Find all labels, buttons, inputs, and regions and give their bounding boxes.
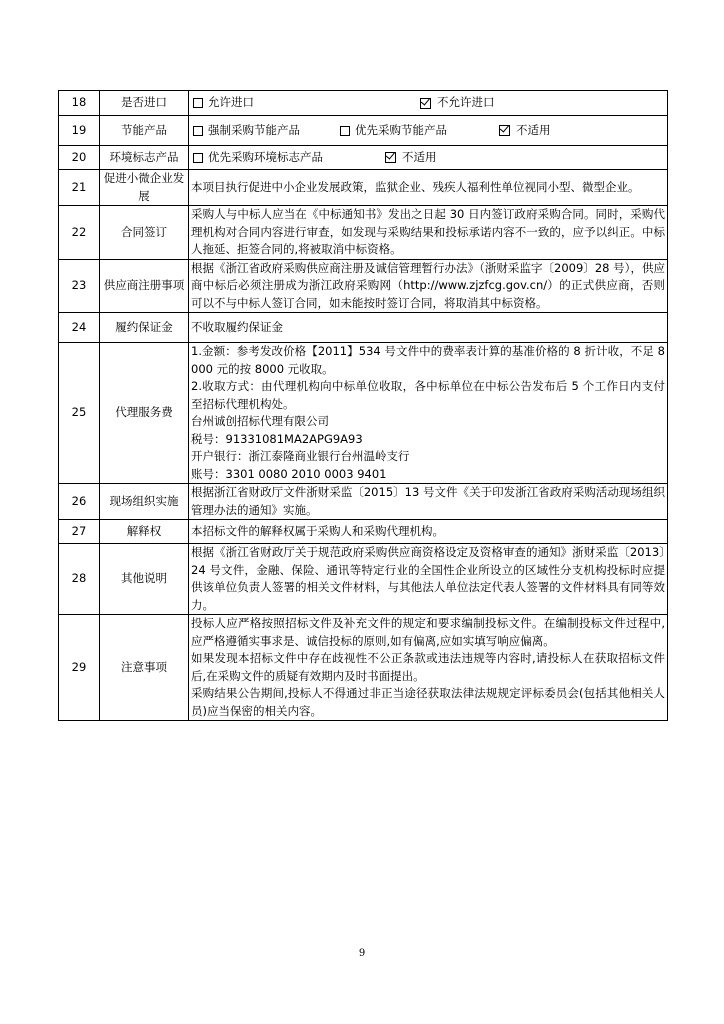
row-content: 根据浙江省财政厅文件浙财采监〔2015〕13 号文件《关于印发浙江省政府采购活动现场组织管理办法的通知》实施。 xyxy=(189,484,668,520)
option-mandatory-energy: 强制采购节能产品 xyxy=(193,122,300,140)
row-label: 合同签订 xyxy=(100,206,189,260)
precaution-paragraph: 如果发现本招标文件中存在歧视性不公正条款或违法违规等内容时,请投标人在获取招标文件后,在采购文件的质疑有效期内及时书面提出。 xyxy=(191,651,665,683)
precaution-paragraph: 采购结果公告期间,投标人不得通过非正当途径获取法律法规规定评标委员会(包括其他相关人员)应当保密的相关内容。 xyxy=(191,686,665,718)
row-number: 20 xyxy=(59,146,100,170)
table-row-import xyxy=(59,91,668,116)
requirements-table xyxy=(58,90,668,721)
row-number: 24 xyxy=(59,313,100,343)
option-allow-import: 允许进口 xyxy=(193,94,254,112)
table-row-agency-fee xyxy=(59,343,668,484)
row-content: 本项目执行促进中小企业发展政策，监狱企业、残疾人福利性单位视同小型、微型企业。 xyxy=(189,170,668,206)
bank-name: 开户银行：浙江泰隆商业银行台州温岭支行 xyxy=(191,449,410,463)
row-content: 不收取履约保证金 xyxy=(189,313,668,343)
tax-number: 税号：91331081MA2APG9A93 xyxy=(191,431,363,446)
row-label: 现场组织实施 xyxy=(100,484,189,520)
row-content: 采购人与中标人应当在《中标通知书》发出之日起 30 日内签订政府采购合同。同时，采购代理机构对合同内容进行审查，如发现与采购结果和投标承诺内容不一致的，应予以纠正。中标人拖延、拒签合同的,将被取消中标资格。 xyxy=(189,206,668,260)
row-label: 环境标志产品 xyxy=(100,146,189,170)
table-row-precautions xyxy=(59,615,668,721)
row-options xyxy=(189,116,668,146)
option-priority-energy: 优先采购节能产品 xyxy=(340,122,447,140)
row-label: 解释权 xyxy=(100,520,189,544)
row-label: 其他说明 xyxy=(100,544,189,615)
row-content xyxy=(189,343,668,484)
row-number: 21 xyxy=(59,170,100,206)
row-number: 29 xyxy=(59,615,100,721)
agency-name: 台州诚创招标代理有限公司 xyxy=(191,414,329,428)
table-row-other-notes xyxy=(59,544,668,615)
page-number: 9 xyxy=(358,948,366,959)
table-row-energy-saving xyxy=(59,116,668,146)
row-number: 19 xyxy=(59,116,100,146)
account-number: 账号：3301 0080 2010 0003 9401 xyxy=(191,466,387,481)
unchecked-box-icon xyxy=(193,126,203,136)
table-row-contract xyxy=(59,206,668,260)
row-number: 25 xyxy=(59,343,100,484)
option-no-import: 不允许进口 xyxy=(420,94,495,112)
table-row-small-enterprise xyxy=(59,170,668,206)
row-label: 注意事项 xyxy=(100,615,189,721)
table-row-onsite-implementation xyxy=(59,484,668,520)
row-content: 根据《浙江省财政厅关于规范政府采购供应商资格设定及资格审查的通知》浙财采监〔2013〕24 号文件，金融、保险、通讯等特定行业的全国性企业所设立的区域性分支机构投标时应提供该单位负责人签署的相关文件材料，与其他法人单位法定代表人签署的文件材料具有同等效力。 xyxy=(189,544,668,615)
checked-box-icon xyxy=(499,125,510,136)
row-label: 节能产品 xyxy=(100,116,189,146)
row-number: 22 xyxy=(59,206,100,260)
row-label: 是否进口 xyxy=(100,91,189,116)
row-label: 代理服务费 xyxy=(100,343,189,484)
checked-box-icon xyxy=(385,152,396,163)
table-row-performance-bond xyxy=(59,313,668,343)
unchecked-box-icon xyxy=(193,153,203,163)
table-row-interpretation xyxy=(59,520,668,544)
row-number: 26 xyxy=(59,484,100,520)
fee-method-text: 2.收取方式：由代理机构向中标单位收取，各中标单位在中标公告发布后 5 个工作日内支付至招标代理机构处。 xyxy=(191,379,665,411)
row-content xyxy=(189,615,668,721)
row-number: 18 xyxy=(59,91,100,116)
table-row-supplier-registration xyxy=(59,259,668,313)
row-content: 本招标文件的解释权属于采购人和采购代理机构。 xyxy=(189,520,668,544)
row-label: 履约保证金 xyxy=(100,313,189,343)
option-not-applicable: 不适用 xyxy=(499,122,551,140)
row-content: 根据《浙江省政府采购供应商注册及诚信管理暂行办法》（浙财采监字〔2009〕28 号），供应商中标后必须注册成为浙江政府采购网（http://www.zjzfcg.gov.cn/）的正式供应商，否则可以不与中标人签订合同，如未能按时签订合同，将取消其中标资格。 xyxy=(189,259,668,313)
option-not-applicable: 不适用 xyxy=(385,149,437,167)
row-label: 促进小微企业发展 xyxy=(100,170,189,206)
option-priority-environment: 优先采购环境标志产品 xyxy=(193,149,323,167)
row-number: 28 xyxy=(59,544,100,615)
row-options xyxy=(189,146,668,170)
precaution-paragraph: 投标人应严格按照招标文件及补充文件的规定和要求编制投标文件。在编制投标文件过程中,应严格遵循实事求是、诚信投标的原则,如有偏离,应如实填写响应偏离。 xyxy=(191,616,665,648)
row-options xyxy=(189,91,668,116)
checked-box-icon xyxy=(420,98,431,109)
unchecked-box-icon xyxy=(193,98,203,108)
row-number: 23 xyxy=(59,259,100,313)
unchecked-box-icon xyxy=(340,126,350,136)
table-row-environment xyxy=(59,146,668,170)
row-number: 27 xyxy=(59,520,100,544)
fee-amount-text: 1.金额：参考发改价格【2011】534 号文件中的费率表计算的基准价格的 8 折计收，不足 8000 元的按 8000 元收取。 xyxy=(191,344,665,376)
row-label: 供应商注册事项 xyxy=(100,259,189,313)
